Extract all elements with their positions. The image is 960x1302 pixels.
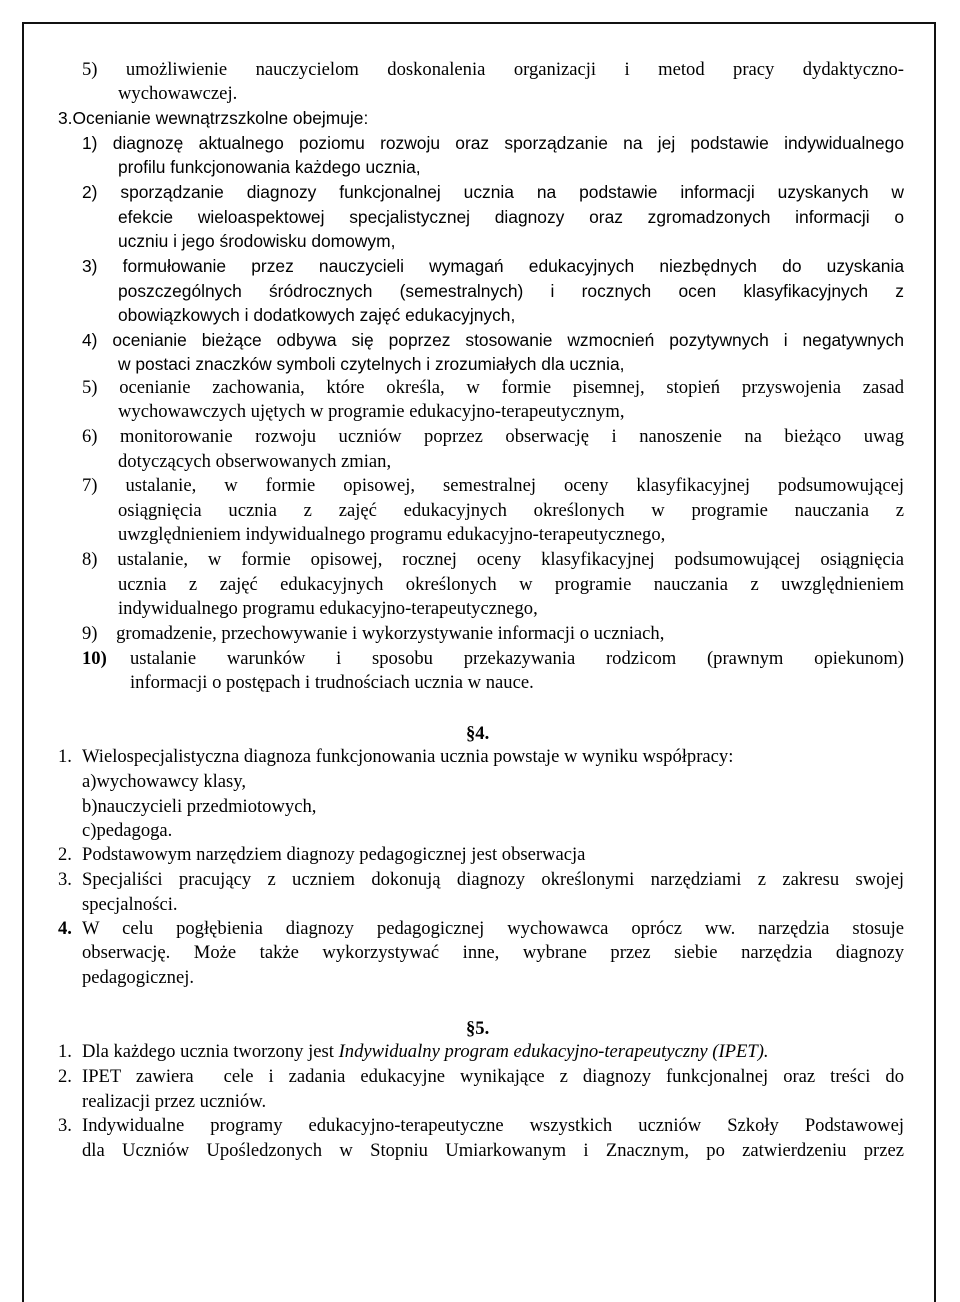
p4-item-3-line-1: Specjaliści pracujący z uczniem dokonują diagnozy określonymi narzędziami z zakresu swojej xyxy=(82,869,904,890)
p4-item-4-line-2: obserwację. Może także wykorzystywać inne, wybrane przez siebie narzędzia diagnozy xyxy=(82,942,904,963)
p5-item-2-number: 2. xyxy=(58,1066,72,1087)
s3-item-2-line-1: 2) sporządzanie diagnozy funkcjonalnej ucznia na podstawie informacji uzyskanych w xyxy=(82,182,904,202)
section-4-heading: §4. xyxy=(466,723,490,744)
s3-item-8-line-1: 8) ustalanie, w formie opisowej, rocznej oceny klasyfikacyjnej podsumowującej osiągnięcia xyxy=(82,549,904,570)
s3-item-2-line-2: efekcie wieloaspektowej specjalistycznej diagnozy oraz zgromadzonych informacji o xyxy=(118,207,904,227)
s3-item-8-line-2: ucznia z zajęć edukacyjnych określonych w programie nauczania z uwzględnieniem xyxy=(118,574,904,595)
p4-item-1-sub-b: b)nauczycieli przedmiotowych, xyxy=(82,796,317,817)
s3-item-1-line-2: profilu funkcjonowania każdego ucznia, xyxy=(118,157,421,177)
section-3-heading: 3.Ocenianie wewnątrzszkolne obejmuje: xyxy=(58,108,369,128)
p5-item-1-text-plain: Dla każdego ucznia tworzony jest xyxy=(82,1041,339,1062)
p4-item-2-text: Podstawowym narzędziem diagnozy pedagogicznej jest obserwacja xyxy=(82,844,586,865)
p5-item-3-line-1: Indywidualne programy edukacyjno-terapeutyczne wszystkich uczniów Szkoły Podstawowej xyxy=(82,1115,904,1136)
p4-item-4-line-1: W celu pogłębienia diagnozy pedagogicznej wychowawca oprócz ww. narzędzia stosuje xyxy=(82,918,904,939)
p5-item-3-number: 3. xyxy=(58,1115,72,1136)
s3-item-4-line-1: 4) ocenianie bieżące odbywa się poprzez stosowanie wzmocnień pozytywnych i negatywnych xyxy=(82,330,904,350)
p4-item-1-number: 1. xyxy=(58,746,72,767)
s3-item-5-line-1: 5) ocenianie zachowania, które określa, w formie pisemnej, stopień przyswojenia zasad xyxy=(82,377,904,398)
s3-item-9: 9) gromadzenie, przechowywanie i wykorzystywanie informacji o uczniach, xyxy=(82,623,665,644)
p4-item-4-number: 4. xyxy=(58,918,72,939)
p4-item-1-sub-a: a)wychowawcy klasy, xyxy=(82,771,247,792)
section-5-heading: §5. xyxy=(466,1018,490,1039)
p4-item-2-number: 2. xyxy=(58,844,72,865)
s3-item-1-line-1: 1) diagnozę aktualnego poziomu rozwoju oraz sporządzanie na jej podstawie indywidualnego xyxy=(82,133,904,153)
p4-item-3-line-2: specjalności. xyxy=(82,894,178,915)
s3-item-7-line-3: uwzględnieniem indywidualnego programu edukacyjno-terapeutycznego, xyxy=(118,524,666,545)
s3-item-6-line-1: 6) monitorowanie rozwoju uczniów poprzez obserwację i nanoszenie na bieżąco uwag xyxy=(82,426,904,447)
p5-item-1-text xyxy=(82,1040,769,1064)
p4-item-1-sub-c: c)pedagoga. xyxy=(82,820,173,841)
s3-item-3-line-3: obowiązkowych i dodatkowych zajęć edukacyjnych, xyxy=(118,305,516,325)
p4-item-4-line-3: pedagogicznej. xyxy=(82,967,195,988)
p5-item-1-text-italic: Indywidualny program edukacyjno-terapeutyczny (IPET). xyxy=(338,1041,769,1062)
s3-item-7-line-1: 7) ustalanie, w formie opisowej, semestralnej oceny klasyfikacyjnej podsumowującej xyxy=(82,475,904,496)
s3-item-5-line-2: wychowawczych ujętych w programie edukacyjno-terapeutycznym, xyxy=(118,401,625,422)
s3-item-10-line-2: informacji o postępach i trudnościach ucznia w nauce. xyxy=(130,672,534,693)
s3-item-3-line-2: poszczególnych śródrocznych (semestralnych) i rocznych ocen klasyfikacyjnych z xyxy=(118,281,904,301)
p5-item-3-line-2: dla Uczniów Upośledzonych w Stopniu Umiarkowanym i Znacznym, po zatwierdzeniu przez xyxy=(82,1140,904,1161)
s3-item-4-line-2: w postaci znaczków symboli czytelnych i zrozumiałych dla ucznia, xyxy=(118,354,625,374)
item-5-line-1: 5) umożliwienie nauczycielom doskonalenia organizacji i metod pracy dydaktyczno- xyxy=(82,59,904,80)
p5-item-1-number: 1. xyxy=(58,1041,72,1062)
s3-item-6-line-2: dotyczących obserwowanych zmian, xyxy=(118,451,392,472)
s3-item-3-line-1: 3) formułowanie przez nauczycieli wymagań edukacyjnych niezbędnych do uzyskania xyxy=(82,256,904,276)
item-5-line-2: wychowawczej. xyxy=(118,83,238,104)
s3-item-10-line-1: ustalanie warunków i sposobu przekazywania rodzicom (prawnym opiekunom) xyxy=(130,648,904,669)
s3-item-8-line-3: indywidualnego programu edukacyjno-terapeutycznego, xyxy=(118,598,538,619)
s3-item-7-line-2: osiągnięcia ucznia z zajęć edukacyjnych określonych w programie nauczania z xyxy=(118,500,904,521)
p5-item-2-line-2: realizacji przez uczniów. xyxy=(82,1091,267,1112)
p4-item-3-number: 3. xyxy=(58,869,72,890)
p4-item-1-text: Wielospecjalistyczna diagnoza funkcjonowania ucznia powstaje w wyniku współpracy: xyxy=(82,746,734,767)
s3-item-2-line-3: uczniu i jego środowisku domowym, xyxy=(118,231,396,251)
s3-item-10-number: 10) xyxy=(82,648,107,669)
p5-item-2-line-1: IPET zawiera cele i zadania edukacyjne wynikające z diagnozy funkcjonalnej oraz treści do xyxy=(82,1066,904,1087)
